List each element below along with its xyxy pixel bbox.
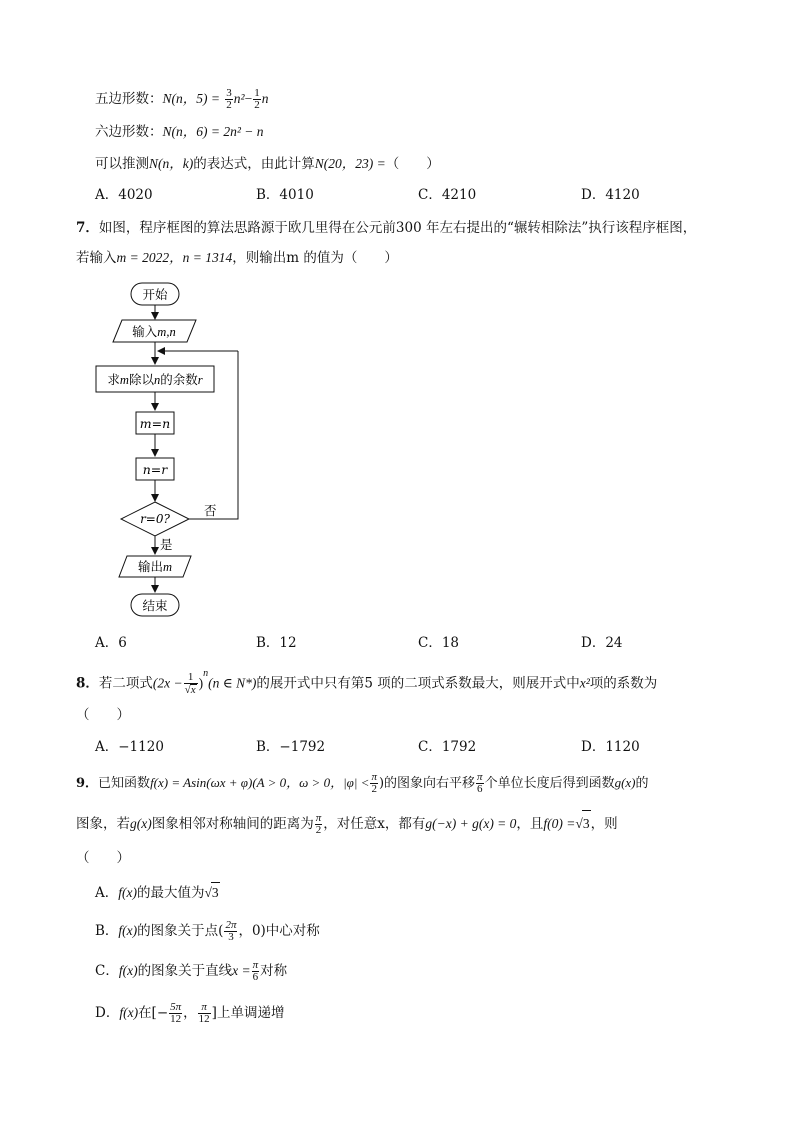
infer-calc: N(20，23) = [314, 156, 386, 171]
flow-output-text: 输出m [137, 559, 173, 574]
q9-text-a: 已知函数 [98, 776, 151, 791]
frac-1-sqrtx: $\frac{1}{√x}$ [184, 671, 196, 696]
flow-decision-text: r=0? [140, 512, 170, 526]
q8-x2: x² [579, 675, 590, 691]
q9-text-d: 的 [635, 776, 649, 791]
q7-text1: 如图，程序框图的算法思路源于欧几里得在公元前300 年左右提出的“辗转相除法”执行该程序框图， [98, 220, 697, 236]
q9-line2-e: ，则 [590, 816, 618, 832]
frac-pi-2-b: $\frac{\pi}{2}$ [315, 812, 322, 836]
q8-option-b[interactable]: B．−1792 [256, 739, 326, 755]
q7-input-values: m = 2022，n = 1314 [116, 250, 233, 265]
q6-option-c[interactable]: C．4210 [418, 187, 477, 203]
q8-text-c: 项的系数为 [589, 675, 658, 692]
q8-option-d[interactable]: D．1120 [581, 739, 640, 755]
frac-pi-6-c: $\frac{\pi}{6}$ [252, 959, 259, 983]
frac-5pi-12: $\frac{5\pi}{12}$ [170, 1001, 182, 1025]
q8-power-n: n [203, 668, 209, 679]
q9-option-c[interactable]: C．f(x)的图象关于直线x = $\frac{\pi}{6}$ 对称 [95, 959, 288, 983]
infer-text: 可以推测 [95, 156, 149, 172]
frac-1-2: $\frac{1}{2}$ [254, 87, 260, 111]
q7-option-a[interactable]: A．6 [95, 635, 127, 651]
flow-assign-n-text: n=r [142, 462, 168, 477]
q9-line2-d: ，且 [516, 816, 544, 832]
q9-line2: 图象，若g(x)图象相邻对称轴间的距离为 $\frac{\pi}{2}$ ，对任意x，都有g(−x) + g(x) = 0，且f(0) =√3，则 [76, 812, 618, 836]
q7-number: 7． [76, 220, 99, 236]
q7-text2a: 若输入 [76, 250, 117, 266]
frac-3-2: $\frac{3}{2}$ [226, 87, 232, 111]
flowchart [90, 278, 260, 624]
q9-line2-c: ，对任意x，都有 [323, 816, 426, 832]
q8-text-b: 的展开式中只有第5 项的二项式系数最大，则展开式中 [256, 675, 580, 692]
q7-line1 [76, 218, 696, 238]
frac-pi-2: $\frac{\pi}{2}$ [371, 771, 377, 795]
flow-end-text: 结束 [142, 598, 168, 613]
q9-number: 9． [76, 776, 99, 791]
q9-line2-b: 图象相邻对称轴间的距离为 [151, 816, 314, 832]
q9-line2-gx: g(x) [130, 816, 152, 831]
pentagon-lhs: N(n，5) = [162, 91, 220, 106]
q7-option-b[interactable]: B．12 [256, 635, 297, 651]
q9-function: f(x) = Asin(ωx + φ)(A > 0，ω > 0，|φ| < [150, 775, 370, 790]
q8-number: 8． [76, 675, 99, 692]
q7-line2 [76, 248, 398, 268]
frac-pi-6: $\frac{\pi}{6}$ [477, 771, 483, 795]
q6-option-b[interactable]: B．4010 [256, 187, 314, 203]
q9-text-b: )的图象向右平移 [378, 776, 476, 791]
q9-odd-condition: g(−x) + g(x) = 0 [425, 816, 517, 831]
q7-option-c[interactable]: C．18 [418, 635, 460, 651]
frac-2pi-3: $\frac{2\pi}{3}$ [225, 919, 237, 943]
q6-question-line [95, 154, 440, 174]
q9-line1 [76, 770, 649, 797]
q7-option-d[interactable]: D．24 [581, 635, 623, 651]
q9-option-d[interactable]: D．f(x)在[− $\frac{5\pi}{12}$ ， $\frac{\pi}{12}$ ]上单调递增 [95, 1001, 285, 1025]
flow-start-text: 开始 [142, 287, 168, 302]
q8-option-a[interactable]: A．−1120 [95, 739, 164, 755]
hexagon-formula [95, 122, 264, 142]
q9-gx: g(x) [614, 775, 636, 790]
q8-text-a: 若二项式 [98, 675, 153, 692]
q7-text2b: ，则输出m 的值为（ ） [232, 250, 398, 266]
q9-paren: （ ） [76, 850, 130, 866]
q8-paren: （ ） [76, 707, 130, 723]
q6-option-d[interactable]: D．4120 [581, 187, 640, 203]
pentagon-formula: 五边形数：N(n，5) = $\frac{3}{2}$ n²− $\frac{1}{2}$ n [95, 87, 269, 111]
q9-text-c: 个单位长度后得到函数 [484, 776, 615, 791]
q9-line2-a: 图象，若 [76, 816, 130, 832]
flow-no-label: 否 [204, 503, 217, 518]
q8-n-condition: (n ∈ N*) [208, 675, 257, 691]
q6-option-a[interactable]: A．4020 [95, 187, 153, 203]
hexagon-expr: N(n，6) = 2n² − n [162, 124, 264, 139]
flow-input-text: 输入m,n [132, 324, 176, 339]
q9-option-a[interactable]: A．f(x)的最大值为√3 [95, 882, 220, 903]
q8-binomial: (2x − [152, 675, 183, 691]
q8-option-c[interactable]: C．1792 [418, 739, 477, 755]
flow-process-text: 求m除以n的余数r [107, 372, 203, 387]
infer-expr: N(n，k) [149, 156, 194, 171]
q8-line1: 8．若二项式(2x − $\frac{1}{√x}$ )$^n$(n ∈ N*)的展开式中只有第5 项的二项式系数最大，则展开式中x²项的系数为 [76, 668, 658, 696]
flow-assign-m-text: m=n [139, 416, 171, 431]
q9-f0: f(0) = [543, 816, 576, 831]
infer-mid: 的表达式，由此计算 [193, 156, 315, 172]
pentagon-label: 五边形数： [95, 91, 163, 107]
answer-paren: （ ） [385, 156, 440, 172]
frac-pi-12: $\frac{\pi}{12}$ [198, 1001, 210, 1025]
flow-yes-label: 是 [160, 537, 173, 552]
hexagon-label: 六边形数： [95, 124, 163, 140]
q9-sqrt3: 3 [582, 810, 591, 837]
q9-option-b[interactable]: B．f(x)的图象关于点( $\frac{2\pi}{3}$ ，0)中心对称 [95, 919, 320, 943]
